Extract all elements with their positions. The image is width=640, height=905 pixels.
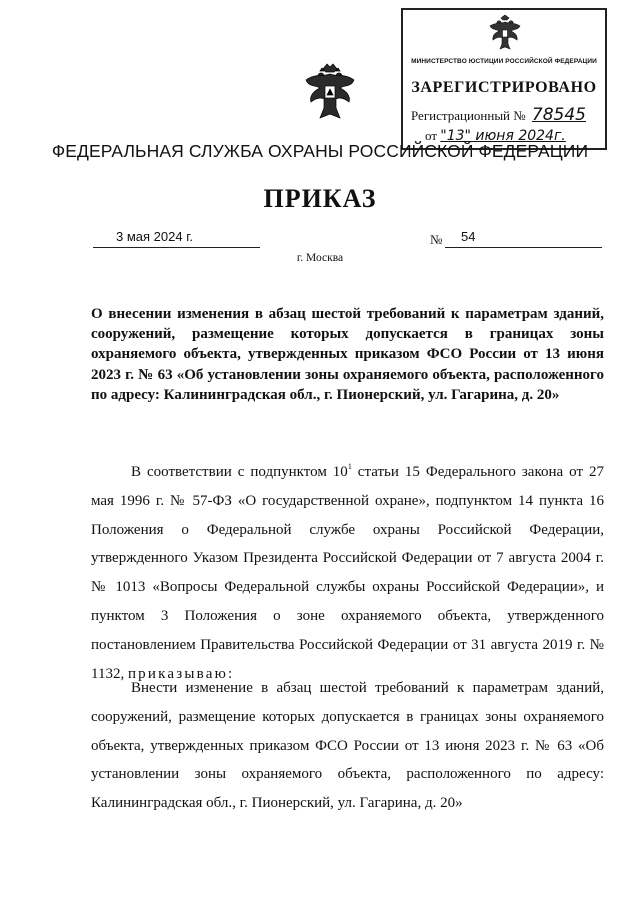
stamp-reg-number-handwritten: 78545 (531, 105, 587, 125)
preamble-superscript: 1 (347, 462, 352, 471)
operative-paragraph: Внести изменение в абзац шестой требований к параметрам зданий, сооружений, размещение которых допускается в границах зоны охраняемого объекта, утвержденных приказом ФСО России от 13 июня 2023 г. № 63 «Об установлении зоны охраняемого объекта, расположенного по адресу: Калининградская обл., г. Пионерский, ул. Гагарина, д. 20» (91, 680, 604, 812)
order-number-label: № (430, 232, 443, 247)
order-number: 54 (461, 229, 476, 244)
document-type-heading: ПРИКАЗ (263, 184, 377, 213)
preamble-text-rest: статьи 15 Федерального закона от 27 мая 1996 г. № 57-ФЗ «О государственной охране», подпунктом 14 пункта 16 Положения о Федеральной службе охраны Российской Федерации, утвержденного Указом Президента Российской Федерации от 7 августа 2004 г. № 1013 «Вопросы Федеральной службы охраны Российской Федерации», и пунктом 3 Положения о зоне охраняемого объекта, утвержденного постановлением Правительства Российской Федерации от 31 августа 2019 г. № 1132, (91, 464, 604, 682)
order-date-field (93, 229, 260, 248)
order-title (91, 304, 604, 405)
stamp-registered-label: ЗАРЕГИСТРИРОВАНО (411, 79, 597, 96)
stamp-date-prefix: от (425, 128, 438, 143)
order-title-main: О внесении изменения в абзац шестой требований к параметрам зданий, сооружений, размещение которых допускается в границах зоны охраняемого объекта, утвержденных приказом ФСО России от 13 июня 2023 г. № 63 «Об установлении зоны охраняемого объекта, расположенного (91, 306, 604, 383)
order-date: 3 мая 2024 г. (116, 229, 193, 244)
stamp-date-handwritten: "13" июня 2024г. (440, 128, 566, 144)
issue-city: г. Москва (296, 252, 344, 264)
order-number-field (445, 229, 602, 248)
order-verb: приказываю: (127, 665, 235, 682)
preamble-text-start: В соответствии с подпунктом 10 (131, 464, 348, 480)
stamp-ministry-name: МИНИСТЕРСТВО ЮСТИЦИИ РОССИЙСКОЙ ФЕДЕРАЦИИ (411, 58, 597, 65)
stamp-registration-number (411, 105, 586, 125)
registration-stamp (401, 8, 607, 150)
order-title-last-line: по адресу: Калининградская обл., г. Пионерский, ул. Гагарина, д. 20» (91, 386, 560, 403)
agency-name: ФЕДЕРАЛЬНАЯ СЛУЖБА ОХРАНЫ РОССИЙСКОЙ ФЕДЕРАЦИИ (51, 141, 589, 161)
stamp-reg-label: Регистрационный № (411, 108, 526, 123)
coat-of-arms-icon (303, 62, 357, 124)
double-headed-eagle-icon (487, 14, 523, 52)
preamble-paragraph (91, 458, 604, 688)
